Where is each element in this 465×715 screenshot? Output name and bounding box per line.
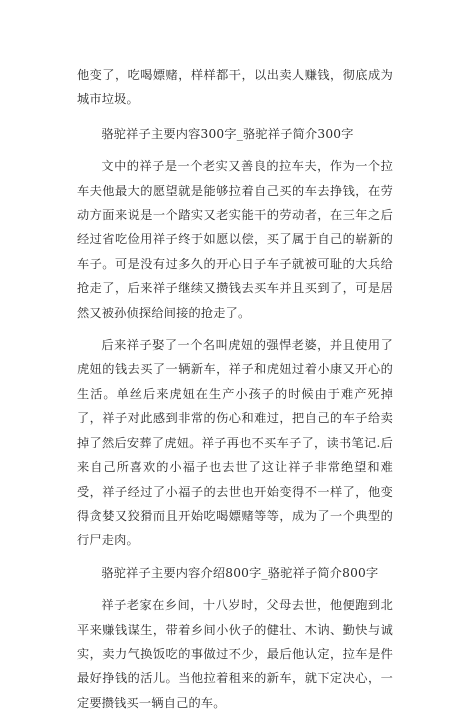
section-800-paragraph-1: 祥子老家在乡间，十八岁时，父母去世，他便跑到北平来赚钱谋生，带着乡间小伙子的健壮、木讷、勤快与诚实，卖力气换饭吃的事做过不少，最后他认定，拉车是件最好挣钱的活儿。当他拉着租来的新车，就下定决心，一定要攒钱买一辆自己的车。 (77, 598, 393, 710)
section-heading-300: 骆驼祥子主要内容300字_骆驼祥子简介300字 (101, 126, 354, 141)
section-300-paragraph-1: 文中的祥子是一个老实又善良的拉车夫，作为一个拉车夫他最大的愿望就是能够拉着自己买的车去挣钱，在劳动方面来说是一个踏实又老实能干的劳动者，在三年之后经过省吃俭用祥子终于如愿以偿，买了属于自己的崭新的车子。可是没有过多久的开心日子车子就被可耻的大兵给抢走了，后来祥子继续又攒钱去买车并且买到了，可是居然又被孙侦探给间接的抢走了。 (77, 159, 393, 320)
section-heading-800: 骆驼祥子主要内容介绍800字_骆驼祥子简介800字 (101, 565, 379, 580)
intro-paragraph: 他变了，吃喝嫖赌，样样都干，以出卖人赚钱，彻底成为城市垃圾。 (77, 68, 393, 107)
section-300-paragraph-2: 后来祥子娶了一个名叫虎妞的强悍老婆，并且使用了虎妞的钱去买了一辆新车，祥子和虎妞过着小康又开心的生活。单丝后来虎妞在生产小孩子的时候由于难产死掉了，祥子对此感到非常的伤心和难过，把自己的车子给卖掉了然后安葬了虎妞。祥子再也不买车子了，读书笔记.后来自己所喜欢的小福子也去世了这让祥子非常绝望和难受，祥子经过了小福子的去世也开始变得不一样了，他变得贪婪又狡猾而且开始吃喝嫖赌等等，成为了一个典型的行尸走肉。 (77, 338, 393, 548)
document-body (77, 63, 393, 715)
